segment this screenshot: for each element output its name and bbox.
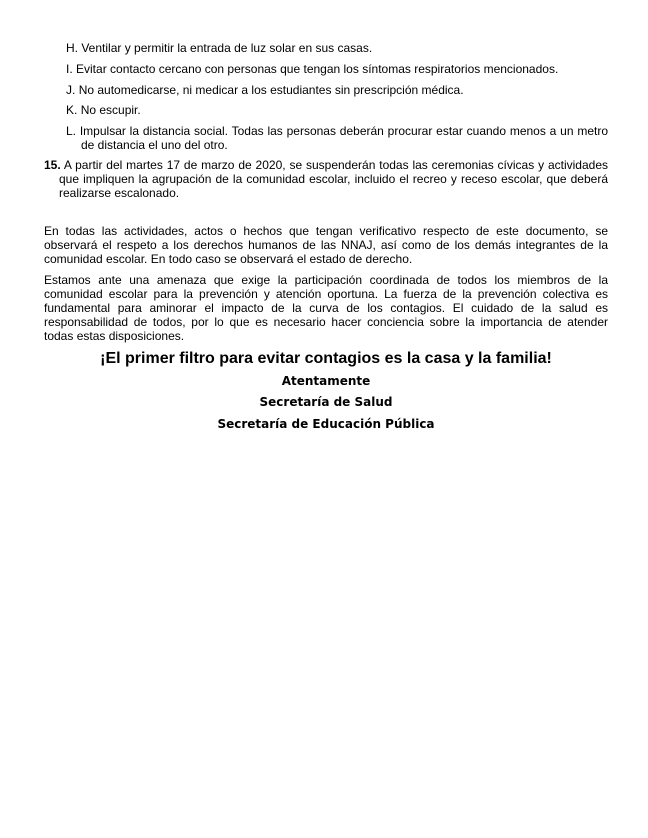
measure-i: I. Evitar contacto cercano con personas que tengan los síntomas respiratorios mencionados. (66, 62, 559, 76)
measure-l: L. Impulsar la distancia social. Todas las personas deberán procurar estar cuando menos a un metro de distancia el uno del otro. (66, 124, 608, 152)
paragraph-threat: Estamos ante una amenaza que exige la participación coordinada de todos los miembros de la comunidad escolar para la prevención y atención oportuna. La fuerza de la prevención colectiva es fundamental para aminorar el impacto de la curva de los contagios. El cuidado de la salud es responsabilidad de todos, por lo que es necesario hacer conciencia sobre la importancia de atender todas estas disposiciones. (44, 273, 608, 343)
signatory-health: Secretaría de Salud (259, 395, 393, 409)
measure-j: J. No automedicarse, ni medicar a los estudiantes sin prescripción médica. (66, 83, 464, 97)
signatory-education: Secretaría de Educación Pública (217, 417, 435, 431)
measure-k: K. No escupir. (66, 103, 141, 117)
slogan: ¡El primer filtro para evitar contagios es la casa y la familia! (100, 350, 552, 367)
paragraph-rights: En todas las actividades, actos o hechos que tengan verificativo respecto de este documento, se observará el respeto a los derechos humanos de las NNAJ, así como de los demás integrantes de la comunidad escolar. En todo caso se observará el estado de derecho. (44, 224, 608, 266)
closing: Atentamente (281, 374, 371, 388)
item-15: 15. A partir del martes 17 de marzo de 2020, se suspenderán todas las ceremonias cívicas y actividades que impliquen la agrupación de la comunidad escolar, incluido el recreo y receso escolar, que deberá realizarse escalonado. (44, 158, 608, 200)
item-number: 15. (44, 158, 61, 172)
measure-h: H. Ventilar y permitir la entrada de luz solar en sus casas. (66, 41, 373, 55)
